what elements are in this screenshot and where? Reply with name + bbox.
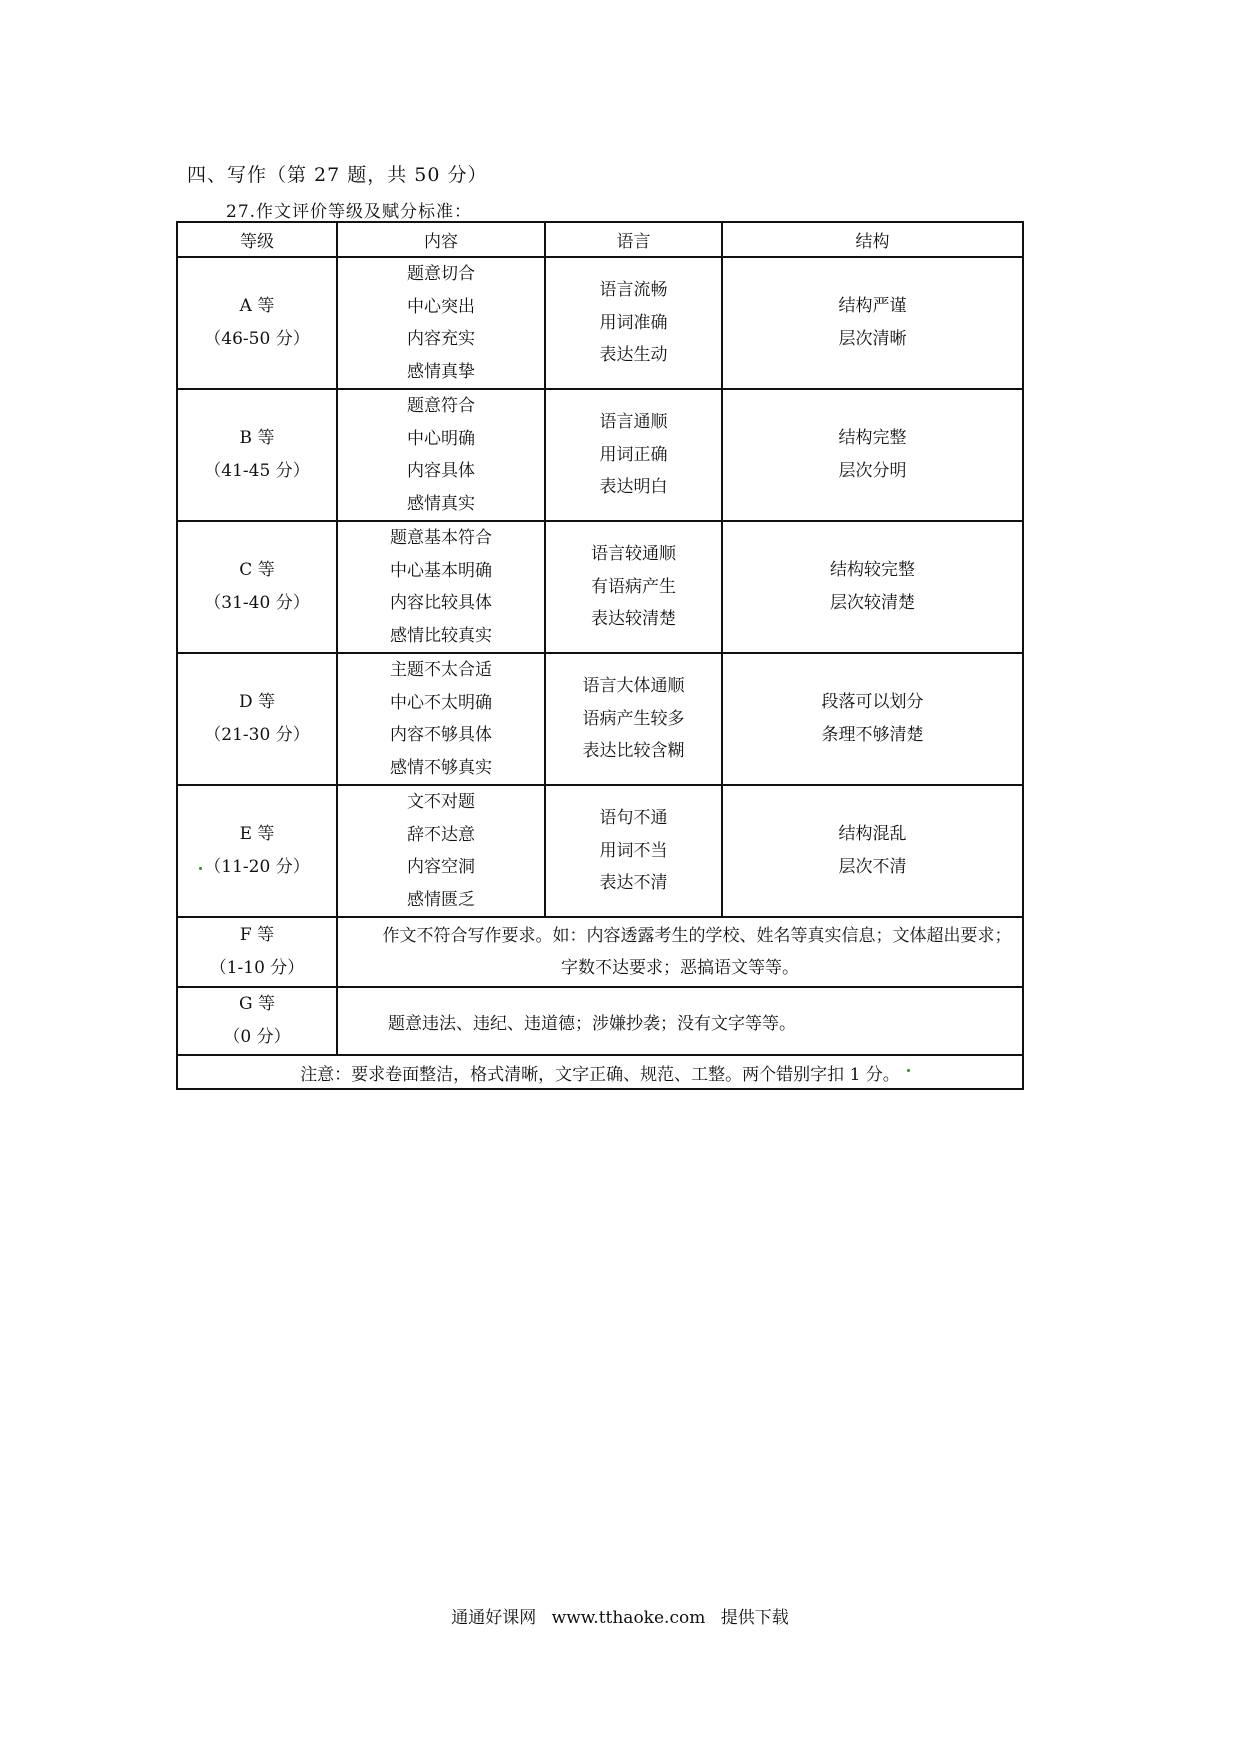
table-row	[177, 917, 1023, 987]
table-row	[177, 1055, 1023, 1089]
content-item: 中心突出	[407, 296, 475, 317]
language-item: 语病产生较多	[582, 708, 685, 729]
header-grade: 等级	[177, 222, 337, 257]
content-item: 中心基本明确	[390, 560, 492, 581]
rubric-subtitle: 27.作文评价等级及赋分标准：	[226, 202, 473, 222]
table-row	[177, 521, 1023, 653]
content-item: 感情匮乏	[407, 889, 475, 910]
structure-cell	[722, 653, 1023, 785]
content-item: 题意基本符合	[390, 528, 492, 548]
table-note: 注意：要求卷面整洁，格式清晰，文字正确、规范、工整。两个错别字扣 1 分。	[177, 1055, 1023, 1089]
language-cell	[545, 521, 722, 653]
structure-item: 段落可以划分	[821, 692, 924, 712]
structure-item: 结构混乱	[838, 824, 907, 844]
content-cell	[337, 521, 545, 653]
content-item: 内容空洞	[407, 857, 475, 877]
language-item: 表达不清	[599, 873, 668, 894]
grade-score: （0 分）	[223, 1027, 291, 1047]
grade-label: B 等	[239, 428, 275, 448]
scan-mark	[907, 1069, 910, 1072]
language-cell	[545, 653, 722, 785]
grade-label: A 等	[239, 296, 275, 316]
language-item: 语句不通	[599, 808, 668, 829]
header-language: 语言	[545, 222, 722, 257]
content-item: 感情比较真实	[390, 625, 492, 646]
content-item: 内容不够具体	[390, 725, 492, 745]
grade-f-description: 作文不符合写作要求。如：内容透露考生的学校、姓名等真实信息；文体超出要求；字数不达要求；恶搞语文等等。	[337, 917, 1023, 987]
structure-cell	[722, 257, 1023, 389]
language-item: 语言较通顺	[591, 544, 676, 565]
section-title: 四、写作（第 27 题，共 50 分）	[187, 164, 488, 186]
language-cell	[545, 257, 722, 389]
content-item: 主题不太合适	[390, 660, 492, 680]
structure-item: 结构较完整	[830, 560, 915, 580]
grade-label: E 等	[239, 824, 275, 844]
footer-suffix: 提供下载	[720, 1608, 789, 1628]
grade-score: （31-40 分）	[204, 593, 310, 613]
scan-mark	[199, 867, 202, 870]
grade-score: （46-50 分）	[204, 329, 310, 349]
content-item: 题意符合	[407, 396, 475, 416]
structure-item: 层次较清楚	[830, 593, 915, 613]
content-item: 文不对题	[407, 792, 475, 812]
footer-url: www.tthaoke.com	[551, 1608, 706, 1628]
grade-label: D 等	[238, 692, 276, 712]
language-item: 用词不当	[599, 840, 668, 861]
structure-item: 条理不够清楚	[821, 725, 924, 745]
content-cell	[337, 389, 545, 521]
structure-cell	[722, 521, 1023, 653]
structure-item: 层次不清	[838, 857, 907, 877]
content-item: 辞不达意	[407, 824, 475, 845]
content-item: 内容比较具体	[390, 593, 492, 613]
content-item: 感情真实	[407, 493, 475, 514]
grade-score: （21-30 分）	[204, 725, 310, 745]
grade-score: （41-45 分）	[204, 461, 310, 481]
content-item: 中心明确	[407, 428, 475, 449]
header-structure: 结构	[722, 222, 1023, 257]
language-item: 用词准确	[599, 312, 668, 333]
grade-cell	[177, 389, 337, 521]
content-item: 感情真挚	[407, 361, 475, 382]
content-item: 内容具体	[407, 461, 475, 481]
language-item: 表达比较含糊	[582, 741, 685, 762]
content-item: 感情不够真实	[390, 757, 492, 778]
language-item: 表达明白	[599, 477, 668, 498]
grade-cell	[177, 521, 337, 653]
content-item: 内容充实	[407, 329, 475, 349]
content-item: 题意切合	[407, 264, 475, 284]
language-item: 语言流畅	[599, 280, 668, 301]
language-item: 表达较清楚	[591, 609, 676, 630]
language-item: 语言大体通顺	[582, 676, 685, 697]
page-footer	[0, 1603, 1240, 1628]
structure-item: 层次清晰	[838, 329, 907, 349]
content-item: 中心不太明确	[390, 692, 492, 713]
language-item: 用词正确	[599, 444, 668, 465]
grade-label: F 等	[239, 925, 275, 945]
structure-item: 结构完整	[838, 428, 907, 448]
grade-score: （11-20 分）	[204, 857, 310, 877]
grade-label: G 等	[239, 994, 275, 1014]
table-row	[177, 785, 1023, 917]
grade-cell	[177, 917, 337, 987]
content-cell	[337, 257, 545, 389]
grade-label: C 等	[239, 560, 275, 580]
language-cell	[545, 785, 722, 917]
grade-cell	[177, 785, 337, 917]
content-cell	[337, 653, 545, 785]
table-row	[177, 653, 1023, 785]
table-row	[177, 257, 1023, 389]
language-item: 语言通顺	[599, 412, 668, 433]
structure-cell	[722, 389, 1023, 521]
grade-cell	[177, 653, 337, 785]
grade-score: （1-10 分）	[209, 958, 305, 978]
grade-g-description: 题意违法、违纪、违道德；涉嫌抄袭；没有文字等等。	[337, 987, 1023, 1055]
language-cell	[545, 389, 722, 521]
language-item: 有语病产生	[591, 576, 676, 597]
footer-site-name: 通通好课网	[451, 1608, 537, 1628]
table-row	[177, 987, 1023, 1055]
header-content: 内容	[337, 222, 545, 257]
structure-item: 结构严谨	[838, 296, 907, 316]
grade-cell	[177, 257, 337, 389]
content-cell	[337, 785, 545, 917]
grade-cell	[177, 987, 337, 1055]
language-item: 表达生动	[599, 345, 668, 366]
rubric-table	[176, 221, 1024, 1090]
structure-cell	[722, 785, 1023, 917]
structure-item: 层次分明	[838, 461, 907, 481]
table-row	[177, 389, 1023, 521]
table-header-row	[177, 222, 1023, 257]
